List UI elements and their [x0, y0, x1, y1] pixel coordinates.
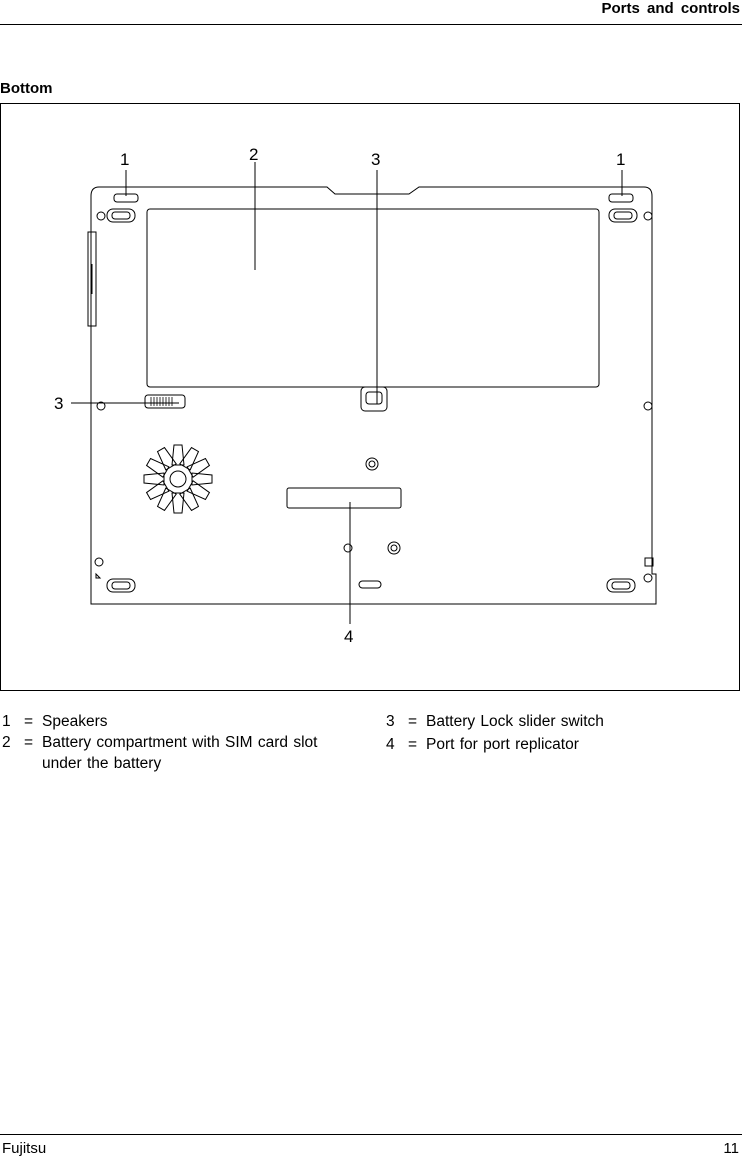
section-heading: Bottom [0, 80, 53, 97]
callout-1-right: 1 [616, 150, 626, 169]
legend-equals: = [408, 736, 418, 753]
legend-column-right [386, 711, 726, 755]
screw [388, 542, 400, 554]
legend-item [386, 734, 726, 755]
footer-rule [0, 1134, 742, 1135]
foot-top-left [107, 209, 135, 222]
legend-equals: = [408, 713, 418, 730]
callout-3-top: 3 [371, 150, 381, 169]
callout-1-left: 1 [120, 150, 130, 169]
legend-item [2, 711, 342, 732]
screw [344, 544, 352, 552]
legend-column-left [2, 711, 342, 774]
legend-number: 2 [2, 734, 11, 751]
screw [644, 212, 652, 220]
screw [644, 402, 652, 410]
port-replicator-port [287, 488, 401, 508]
legend-number: 3 [386, 713, 395, 730]
foot-bottom-left [107, 579, 135, 592]
callout-4: 4 [344, 627, 354, 646]
battery-lock-tab [361, 387, 387, 411]
screw [644, 574, 652, 582]
foot-top-right [609, 209, 637, 222]
legend-item [2, 732, 342, 774]
legend-equals: = [24, 734, 34, 751]
page-header-title: Ports and controls [601, 0, 740, 17]
legend-number: 1 [2, 713, 11, 730]
laptop-bottom-illustration [1, 104, 739, 690]
legend-text: Battery compartment with SIM card slot under the battery [42, 734, 318, 772]
screw [95, 558, 103, 566]
screw [366, 458, 378, 470]
legend-text: Port for port replicator [426, 736, 579, 753]
callout-3-left: 3 [54, 394, 64, 413]
legend-item [386, 711, 726, 732]
battery-compartment [147, 209, 599, 387]
legend-equals: = [24, 713, 34, 730]
bottom-slot [359, 581, 381, 588]
footer-brand: Fujitsu [2, 1140, 47, 1157]
legend-text: Speakers [42, 713, 108, 730]
screw [97, 212, 105, 220]
speaker-right [609, 194, 633, 202]
page-number: 11 [723, 1140, 739, 1157]
legend-text: Battery Lock slider switch [426, 713, 604, 730]
header-rule [0, 24, 742, 25]
legend-number: 4 [386, 736, 395, 753]
callout-2: 2 [249, 145, 259, 164]
figure-frame [0, 103, 740, 691]
foot-bottom-right [607, 579, 635, 592]
fan-vent [144, 445, 212, 513]
